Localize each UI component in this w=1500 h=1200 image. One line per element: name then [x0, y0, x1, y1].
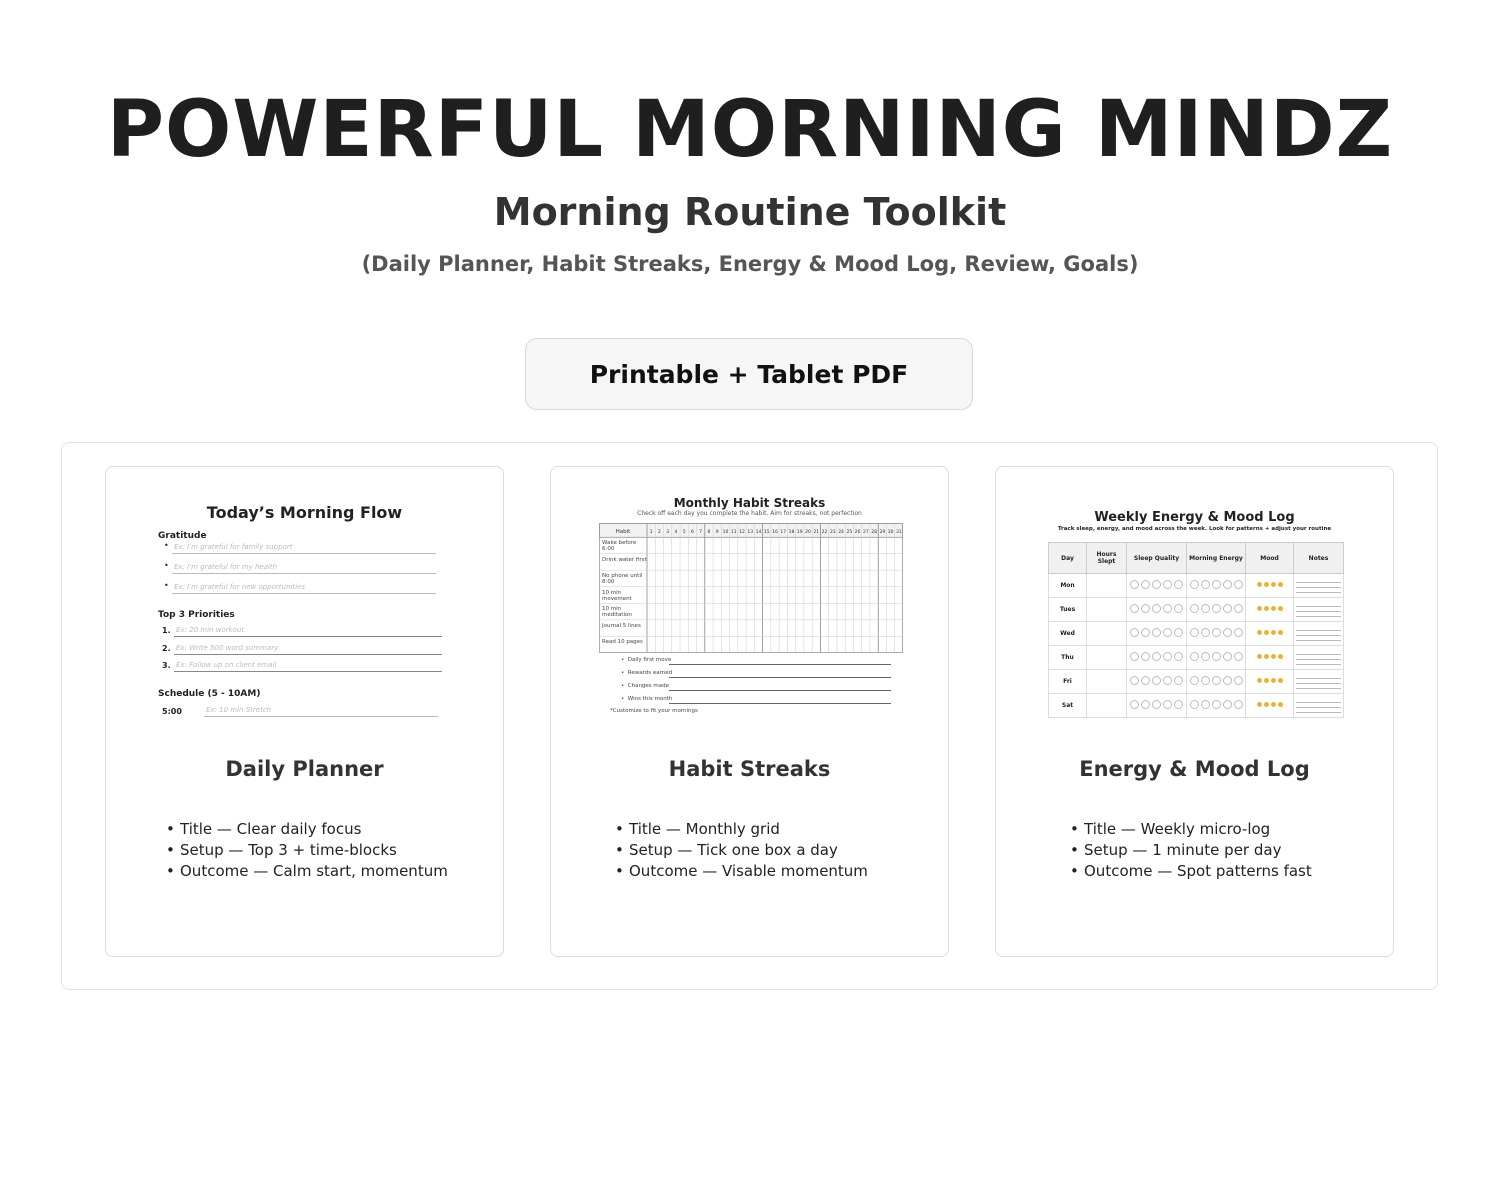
rating-circle-icon[interactable]	[1174, 700, 1183, 709]
habit-label: Drink water first	[602, 556, 647, 563]
gratitude-line: Ex: I'm grateful for my health	[172, 563, 436, 574]
rating-circle-icon[interactable]	[1141, 628, 1150, 637]
habit-label: Read 10 pages	[602, 639, 643, 646]
feature-item: • Title — Weekly micro-log	[1070, 819, 1312, 840]
column-header: Mood	[1246, 543, 1294, 574]
hours-cell[interactable]	[1087, 622, 1127, 646]
mood-emoji-icon[interactable]	[1257, 582, 1262, 587]
rating-circle-icon[interactable]	[1223, 652, 1232, 661]
feature-item: • Outcome — Visable momentum	[615, 861, 868, 882]
morning-energy-cell[interactable]	[1187, 694, 1246, 718]
rating-circle-icon[interactable]	[1190, 580, 1199, 589]
rating-circle-icon[interactable]	[1141, 652, 1150, 661]
day-cell: Thu	[1049, 646, 1087, 670]
mood-emoji-icon[interactable]	[1278, 654, 1283, 659]
gratitude-heading: Gratitude	[158, 531, 207, 541]
schedule-line: Ex: 10 min Stretch	[204, 706, 438, 717]
day-number: 24	[838, 530, 844, 535]
priority-line: Ex: Follow up on client email	[174, 661, 442, 672]
mood-emoji-icon[interactable]	[1257, 630, 1262, 635]
table-row	[1049, 694, 1344, 718]
rating-circle-icon[interactable]	[1234, 580, 1243, 589]
rating-circle-icon[interactable]	[1190, 628, 1199, 637]
feature-item: • Setup — Top 3 + time-blocks	[166, 840, 448, 861]
page-title: POWERFUL MORNING MINDZ	[106, 85, 1394, 175]
bullet-dot: •	[164, 561, 169, 570]
rating-circle-icon[interactable]	[1223, 580, 1232, 589]
habit-column-header: Habit	[615, 529, 631, 535]
reflection-label: Changes made	[627, 683, 670, 689]
sleep-quality-cell[interactable]	[1127, 694, 1187, 718]
day-number: 17	[780, 530, 787, 535]
rating-circle-icon[interactable]	[1174, 604, 1183, 613]
rating-circle-icon[interactable]	[1163, 700, 1172, 709]
sleep-quality-cell[interactable]	[1127, 598, 1187, 622]
day-number: 1	[649, 530, 653, 535]
column-header: Day	[1049, 543, 1087, 574]
mood-emoji-icon[interactable]	[1264, 702, 1269, 707]
notes-line	[1296, 660, 1341, 665]
day-number: 7	[699, 530, 703, 535]
mood-emoji-icon[interactable]	[1264, 654, 1269, 659]
column-header: Sleep Quality	[1127, 543, 1187, 574]
reflection-line	[669, 690, 891, 691]
rating-circle-icon[interactable]	[1223, 628, 1232, 637]
hours-cell[interactable]	[1087, 574, 1127, 598]
notes-cell[interactable]	[1294, 598, 1344, 622]
feature-item: • Setup — Tick one box a day	[615, 840, 868, 861]
card-title: Energy & Mood Log	[1079, 757, 1310, 781]
feature-list	[166, 819, 448, 882]
column-header: Hours Slept	[1087, 543, 1127, 574]
table-header-row	[1049, 543, 1344, 574]
format-badge: Printable + Tablet PDF	[525, 338, 973, 410]
sleep-quality-cell[interactable]	[1127, 646, 1187, 670]
day-number: 28	[871, 530, 877, 535]
day-number: 12	[739, 530, 745, 535]
reflection-line	[669, 677, 891, 678]
rating-circle-icon[interactable]	[1201, 604, 1210, 613]
sheet-subtitle: Track sleep, energy, and mood across the week. Look for patterns + adjust your routine	[1057, 526, 1332, 532]
mood-emoji-icon[interactable]	[1278, 702, 1283, 707]
day-number: 25	[846, 530, 853, 535]
day-number: 8	[707, 530, 711, 535]
reflection-item: • Rewards earned	[621, 670, 673, 676]
rating-circle-icon[interactable]	[1223, 676, 1232, 685]
reflection-item: • Changes made	[621, 683, 670, 689]
gratitude-line: Ex: I'm grateful for family support	[172, 543, 436, 554]
notes-cell[interactable]	[1294, 694, 1344, 718]
rating-circle-icon[interactable]	[1212, 604, 1221, 613]
priorities-heading: Top 3 Priorities	[158, 610, 235, 620]
mood-emoji-icon[interactable]	[1271, 630, 1276, 635]
rating-circle-icon[interactable]	[1234, 676, 1243, 685]
card-title: Daily Planner	[225, 757, 384, 781]
rating-circle-icon[interactable]	[1212, 580, 1221, 589]
rating-circle-icon[interactable]	[1141, 604, 1150, 613]
reflection-item: • Daily first move	[621, 657, 672, 663]
rating-circle-icon[interactable]	[1190, 604, 1199, 613]
sleep-quality-cell[interactable]	[1127, 622, 1187, 646]
notes-cell[interactable]	[1294, 670, 1344, 694]
feature-list	[615, 819, 868, 882]
mood-emoji-icon[interactable]	[1257, 654, 1262, 659]
rating-circle-icon[interactable]	[1212, 652, 1221, 661]
rating-circle-icon[interactable]	[1212, 700, 1221, 709]
mood-cell[interactable]	[1246, 694, 1294, 718]
rating-circle-icon[interactable]	[1152, 604, 1161, 613]
mood-emoji-icon[interactable]	[1271, 582, 1276, 587]
habit-label: No phone until 8:00	[602, 573, 643, 586]
mood-emoji-icon[interactable]	[1264, 582, 1269, 587]
feature-list	[1070, 819, 1312, 882]
column-header: Morning Energy	[1187, 543, 1246, 574]
mood-emoji-icon[interactable]	[1278, 582, 1283, 587]
reflection-line	[669, 703, 891, 704]
feature-item: • Setup — 1 minute per day	[1070, 840, 1312, 861]
notes-line	[1296, 708, 1341, 713]
day-number: 19	[796, 530, 803, 535]
rating-circle-icon[interactable]	[1212, 676, 1221, 685]
sheet-title: Weekly Energy & Mood Log	[1094, 510, 1295, 525]
mood-emoji-icon[interactable]	[1271, 654, 1276, 659]
mood-cell[interactable]	[1246, 622, 1294, 646]
rating-circle-icon[interactable]	[1130, 628, 1139, 637]
page-subtitle: Morning Routine Toolkit	[493, 190, 1007, 234]
sleep-quality-cell[interactable]	[1127, 670, 1187, 694]
morning-energy-cell[interactable]	[1187, 646, 1246, 670]
mood-cell[interactable]	[1246, 574, 1294, 598]
rating-circle-icon[interactable]	[1163, 628, 1172, 637]
rating-circle-icon[interactable]	[1152, 700, 1161, 709]
day-number: 20	[805, 530, 811, 535]
feature-item: • Title — Monthly grid	[615, 819, 868, 840]
notes-line	[1296, 636, 1341, 641]
rating-circle-icon[interactable]	[1223, 700, 1232, 709]
rating-circle-icon[interactable]	[1130, 700, 1139, 709]
mood-emoji-icon[interactable]	[1278, 606, 1283, 611]
column-header: Notes	[1294, 543, 1344, 574]
bullet-dot: •	[164, 541, 169, 550]
rating-circle-icon[interactable]	[1152, 676, 1161, 685]
schedule-heading: Schedule (5 - 10AM)	[158, 689, 261, 699]
day-number: 21	[813, 530, 820, 535]
rating-circle-icon[interactable]	[1163, 604, 1172, 613]
gratitude-line: Ex: I'm grateful for new opportunities	[172, 583, 436, 594]
mood-emoji-icon[interactable]	[1271, 606, 1276, 611]
rating-circle-icon[interactable]	[1174, 676, 1183, 685]
morning-energy-cell[interactable]	[1187, 670, 1246, 694]
day-number: 9	[715, 530, 719, 535]
habit-label: 10 min movement	[602, 589, 632, 602]
rating-circle-icon[interactable]	[1163, 676, 1172, 685]
rating-circle-icon[interactable]	[1152, 628, 1161, 637]
reflection-item: • Wins this month	[621, 696, 673, 702]
hours-cell[interactable]	[1087, 646, 1127, 670]
morning-energy-cell[interactable]	[1187, 598, 1246, 622]
mood-emoji-icon[interactable]	[1257, 606, 1262, 611]
rating-circle-icon[interactable]	[1190, 652, 1199, 661]
table-row	[1049, 574, 1344, 598]
rating-circle-icon[interactable]	[1141, 580, 1150, 589]
habit-streaks-card	[550, 466, 949, 957]
table-row	[1049, 646, 1344, 670]
day-cell: Mon	[1049, 574, 1087, 598]
rating-circle-icon[interactable]	[1190, 700, 1199, 709]
rating-circle-icon[interactable]	[1141, 700, 1150, 709]
day-number: 10	[722, 530, 729, 535]
mood-emoji-icon[interactable]	[1264, 630, 1269, 635]
hours-cell[interactable]	[1087, 694, 1127, 718]
rating-circle-icon[interactable]	[1163, 580, 1172, 589]
notes-cell[interactable]	[1294, 646, 1344, 670]
habit-label: Journal 5 lines	[602, 622, 641, 629]
reflection-label: Wins this month	[627, 696, 673, 702]
day-number: 4	[674, 530, 678, 535]
day-number: 15	[763, 530, 770, 535]
sheet-footnote: *Customize to fit your mornings	[610, 708, 698, 714]
notes-cell[interactable]	[1294, 622, 1344, 646]
day-number: 31	[896, 530, 902, 535]
day-number: 14	[755, 530, 762, 535]
day-number: 26	[854, 530, 861, 535]
sheet-title: Monthly Habit Streaks	[673, 496, 826, 510]
notes-cell[interactable]	[1294, 574, 1344, 598]
rating-circle-icon[interactable]	[1174, 580, 1183, 589]
table-row	[1049, 622, 1344, 646]
feature-item: • Outcome — Calm start, momentum	[166, 861, 448, 882]
mood-emoji-icon[interactable]	[1278, 630, 1283, 635]
notes-line	[1296, 588, 1341, 593]
rating-circle-icon[interactable]	[1130, 580, 1139, 589]
mood-cell[interactable]	[1246, 646, 1294, 670]
day-number: 27	[862, 530, 869, 535]
reflection-label: Rewards earned	[627, 670, 673, 676]
hours-cell[interactable]	[1087, 670, 1127, 694]
notes-line	[1296, 684, 1341, 689]
sheet-title: Today’s Morning Flow	[206, 503, 403, 522]
rating-circle-icon[interactable]	[1201, 628, 1210, 637]
mood-cell[interactable]	[1246, 598, 1294, 622]
morning-energy-cell[interactable]	[1187, 574, 1246, 598]
rating-circle-icon[interactable]	[1141, 676, 1150, 685]
mood-emoji-icon[interactable]	[1271, 702, 1276, 707]
rating-circle-icon[interactable]	[1163, 652, 1172, 661]
day-number: 2	[657, 530, 661, 535]
day-number: 16	[772, 530, 778, 535]
day-cell: Tues	[1049, 598, 1087, 622]
day-number: 13	[747, 530, 754, 535]
table-row	[1049, 670, 1344, 694]
mood-emoji-icon[interactable]	[1278, 678, 1283, 683]
day-cell: Sat	[1049, 694, 1087, 718]
day-number: 18	[788, 530, 795, 535]
habit-label: 10 min meditation	[602, 606, 632, 619]
reflection-label: Daily first move	[627, 657, 672, 663]
notes-line	[1296, 612, 1341, 617]
priority-number: 2.	[162, 644, 171, 653]
rating-circle-icon[interactable]	[1201, 676, 1210, 685]
hours-cell[interactable]	[1087, 598, 1127, 622]
reflection-line	[669, 664, 891, 665]
rating-circle-icon[interactable]	[1234, 700, 1243, 709]
habit-label: Wake before 6:00	[602, 540, 637, 552]
rating-circle-icon[interactable]	[1234, 604, 1243, 613]
priority-line: Ex: 20 min workout	[174, 626, 442, 637]
rating-circle-icon[interactable]	[1130, 604, 1139, 613]
sleep-quality-cell[interactable]	[1127, 574, 1187, 598]
mood-log-table	[1048, 542, 1344, 718]
rating-circle-icon[interactable]	[1130, 676, 1139, 685]
day-number: 11	[730, 530, 737, 535]
mood-emoji-icon[interactable]	[1264, 678, 1269, 683]
mood-emoji-icon[interactable]	[1257, 678, 1262, 683]
schedule-time: 5:00	[162, 707, 182, 716]
mood-emoji-icon[interactable]	[1271, 678, 1276, 683]
rating-circle-icon[interactable]	[1234, 628, 1243, 637]
day-number: 6	[690, 530, 694, 535]
rating-circle-icon[interactable]	[1212, 628, 1221, 637]
energy-mood-card	[995, 466, 1394, 957]
priority-number: 3.	[162, 661, 171, 670]
contents-note: (Daily Planner, Habit Streaks, Energy & Mood Log, Review, Goals)	[361, 252, 1139, 276]
mood-emoji-icon[interactable]	[1264, 606, 1269, 611]
mood-emoji-icon[interactable]	[1257, 702, 1262, 707]
day-number: 3	[666, 530, 670, 535]
day-number: 29	[879, 530, 886, 535]
rating-circle-icon[interactable]	[1152, 652, 1161, 661]
rating-circle-icon[interactable]	[1190, 676, 1199, 685]
day-number: 5	[682, 530, 686, 535]
card-title: Habit Streaks	[668, 757, 831, 781]
rating-circle-icon[interactable]	[1234, 652, 1243, 661]
table-row	[1049, 598, 1344, 622]
feature-item: • Title — Clear daily focus	[166, 819, 448, 840]
feature-item: • Outcome — Spot patterns fast	[1070, 861, 1312, 882]
sheet-subtitle: Check off each day you complete the habit. Aim for streaks, not perfection	[637, 510, 862, 517]
rating-circle-icon[interactable]	[1201, 580, 1210, 589]
priority-number: 1.	[162, 626, 171, 635]
rating-circle-icon[interactable]	[1174, 652, 1183, 661]
mood-cell[interactable]	[1246, 670, 1294, 694]
priority-line: Ex: Write 500 word summary	[174, 644, 442, 655]
rating-circle-icon[interactable]	[1201, 700, 1210, 709]
rating-circle-icon[interactable]	[1201, 652, 1210, 661]
day-cell: Fri	[1049, 670, 1087, 694]
day-number: 23	[829, 530, 836, 535]
day-number: 30	[887, 530, 894, 535]
rating-circle-icon[interactable]	[1223, 604, 1232, 613]
day-cell: Wed	[1049, 622, 1087, 646]
day-number: 22	[821, 530, 828, 535]
rating-circle-icon[interactable]	[1130, 652, 1139, 661]
rating-circle-icon[interactable]	[1152, 580, 1161, 589]
daily-planner-card	[105, 466, 504, 957]
morning-energy-cell[interactable]	[1187, 622, 1246, 646]
rating-circle-icon[interactable]	[1174, 628, 1183, 637]
bullet-dot: •	[164, 581, 169, 590]
